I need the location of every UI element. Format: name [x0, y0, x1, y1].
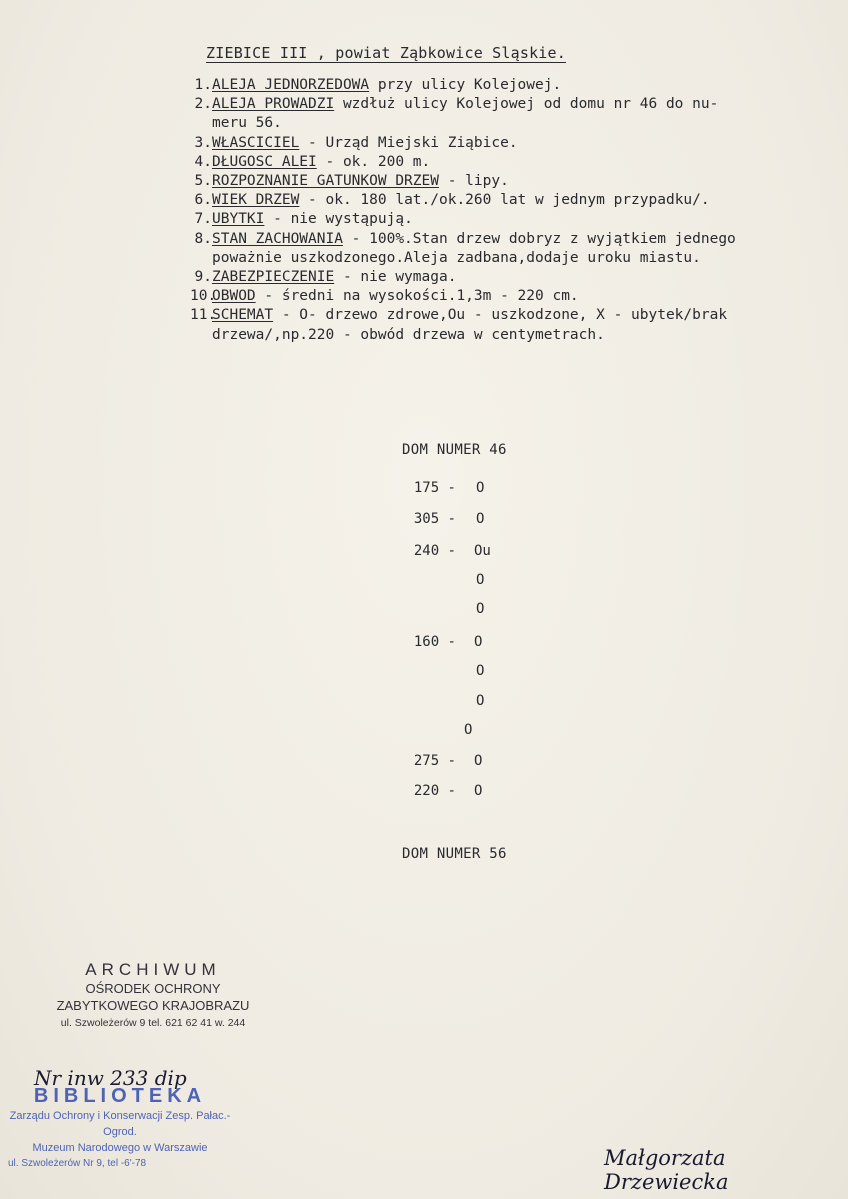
stamp-line-archiwum: ARCHIWUM	[85, 960, 221, 979]
item-number: 5.	[194, 173, 212, 190]
item-heading: ALEJA PROWADZI	[212, 96, 335, 113]
tree-girth: 220 -	[413, 783, 456, 799]
tree-condition-mark: O	[476, 480, 485, 496]
list-item	[190, 172, 736, 191]
item-text: wzdłuż ulicy Kolejowej od domu nr 46 do nu-	[334, 96, 719, 113]
item-text: - ok. 180 lat./ok.260 lat w jednym przypadku/.	[299, 192, 710, 209]
item-heading: DŁUGOSC ALEI	[212, 153, 317, 170]
item-text: - nie wymaga.	[334, 269, 457, 286]
tree-condition-mark: O	[474, 753, 483, 769]
item-text: - ok. 200 m.	[316, 153, 431, 170]
item-continuation: meru 56.	[212, 115, 282, 132]
item-heading: STAN ZACHOWANIA	[212, 230, 343, 247]
tree-condition-mark: O	[476, 693, 485, 709]
item-number: 4.	[194, 153, 212, 170]
tree-girth: 240 -	[413, 543, 456, 559]
tree-condition-mark: O	[476, 572, 485, 588]
library-stamp	[0, 1085, 240, 1169]
item-number: 3.	[194, 134, 212, 151]
archive-stamp	[28, 960, 278, 1029]
document-title: ZIEBICE III , powiat Ząbkowice Sląskie.	[206, 44, 566, 62]
item-heading: SCHEMAT	[212, 307, 274, 324]
item-text: - średni na wysokości.1,3m - 220 cm.	[255, 288, 579, 305]
item-number: 11.	[190, 307, 217, 324]
tree-girth: 160 -	[413, 634, 456, 650]
item-heading: WIEK DRZEW	[212, 192, 300, 209]
tree-girth: 305 -	[413, 511, 456, 527]
item-text: - O- drzewo zdrowe,Ou - uszkodzone, X - ubytek/brak	[273, 307, 728, 324]
tree-condition-mark: O	[474, 783, 483, 799]
tree-condition-mark: O	[464, 722, 473, 738]
item-number: 2.	[194, 96, 212, 113]
item-text: przy ulicy Kolejowej.	[369, 77, 562, 93]
item-number: 10.	[190, 288, 217, 305]
item-heading: OBWOD	[212, 288, 256, 305]
tree-condition-mark: O	[476, 511, 485, 527]
signature: Małgorzata Drzewiecka	[604, 1146, 729, 1194]
inventory-list	[190, 76, 736, 345]
list-item	[190, 306, 736, 325]
stamp-line-osrodek: OŚRODEK OCHRONY	[85, 981, 221, 996]
item-text: - Urząd Miejski Ziąbice.	[299, 134, 518, 151]
item-continuation: poważnie uszkodzonego.Aleja zadbana,dodaje uroku miastu.	[212, 249, 701, 266]
end-house-label: DOM NUMER 56	[402, 846, 507, 862]
tree-condition-mark: O	[474, 634, 483, 650]
item-heading: ZABEZPIECZENIE	[212, 269, 335, 286]
item-number: 7.	[194, 211, 212, 228]
tree-condition-mark: Ou	[474, 543, 491, 559]
library-stamp-line3: Muzeum Narodowego w Warszawie	[32, 1142, 208, 1154]
item-heading: UBYTKI	[212, 211, 265, 228]
item-heading: ALEJA JEDNORZEDOWA	[212, 77, 370, 93]
list-item	[190, 230, 736, 249]
item-number: 9.	[194, 269, 212, 286]
library-stamp-line2: Zarządu Ochrony i Konserwacji Zesp. Pałac.-Ogrod.	[9, 1110, 231, 1138]
item-heading: ROZPOZNANIE GATUNKOW DRZEW	[212, 173, 439, 190]
list-item	[190, 153, 736, 172]
item-continuation: drzewa/,np.220 - obwód drzewa w centymetrach.	[212, 326, 605, 343]
item-heading: WŁASCICIEL	[212, 134, 300, 151]
list-item	[190, 134, 736, 153]
library-stamp-line4: ul. Szwoleżerów Nr 9, tel -6'-78	[8, 1158, 147, 1169]
list-item	[190, 287, 736, 306]
start-house-label: DOM NUMER 46	[402, 442, 507, 458]
tree-girth: 275 -	[413, 753, 456, 769]
list-item	[190, 76, 736, 95]
list-item	[190, 210, 736, 229]
inventory-number-handwritten: Nr inw 233 dip	[34, 1066, 187, 1090]
item-number: 8.	[194, 230, 212, 247]
stamp-line-address: ul. Szwoleżerów 9 tel. 621 62 41 w. 244	[60, 1017, 246, 1029]
list-item	[190, 191, 736, 210]
item-text: - nie wystąpują.	[264, 211, 413, 228]
library-stamp-title: BIBLIOTEKA	[33, 1085, 207, 1107]
tree-condition-mark: O	[476, 663, 485, 679]
item-text: - 100%.Stan drzew dobryz z wyjątkiem jednego	[342, 230, 736, 247]
item-number: 1.	[194, 77, 212, 93]
list-item	[190, 95, 736, 114]
item-text: - lipy.	[438, 173, 509, 190]
item-number: 6.	[194, 192, 212, 209]
list-item	[190, 268, 736, 287]
tree-girth: 175 -	[413, 480, 456, 496]
tree-condition-mark: O	[476, 601, 485, 617]
stamp-line-krajobrazu: ZABYTKOWEGO KRAJOBRAZU	[56, 998, 250, 1013]
